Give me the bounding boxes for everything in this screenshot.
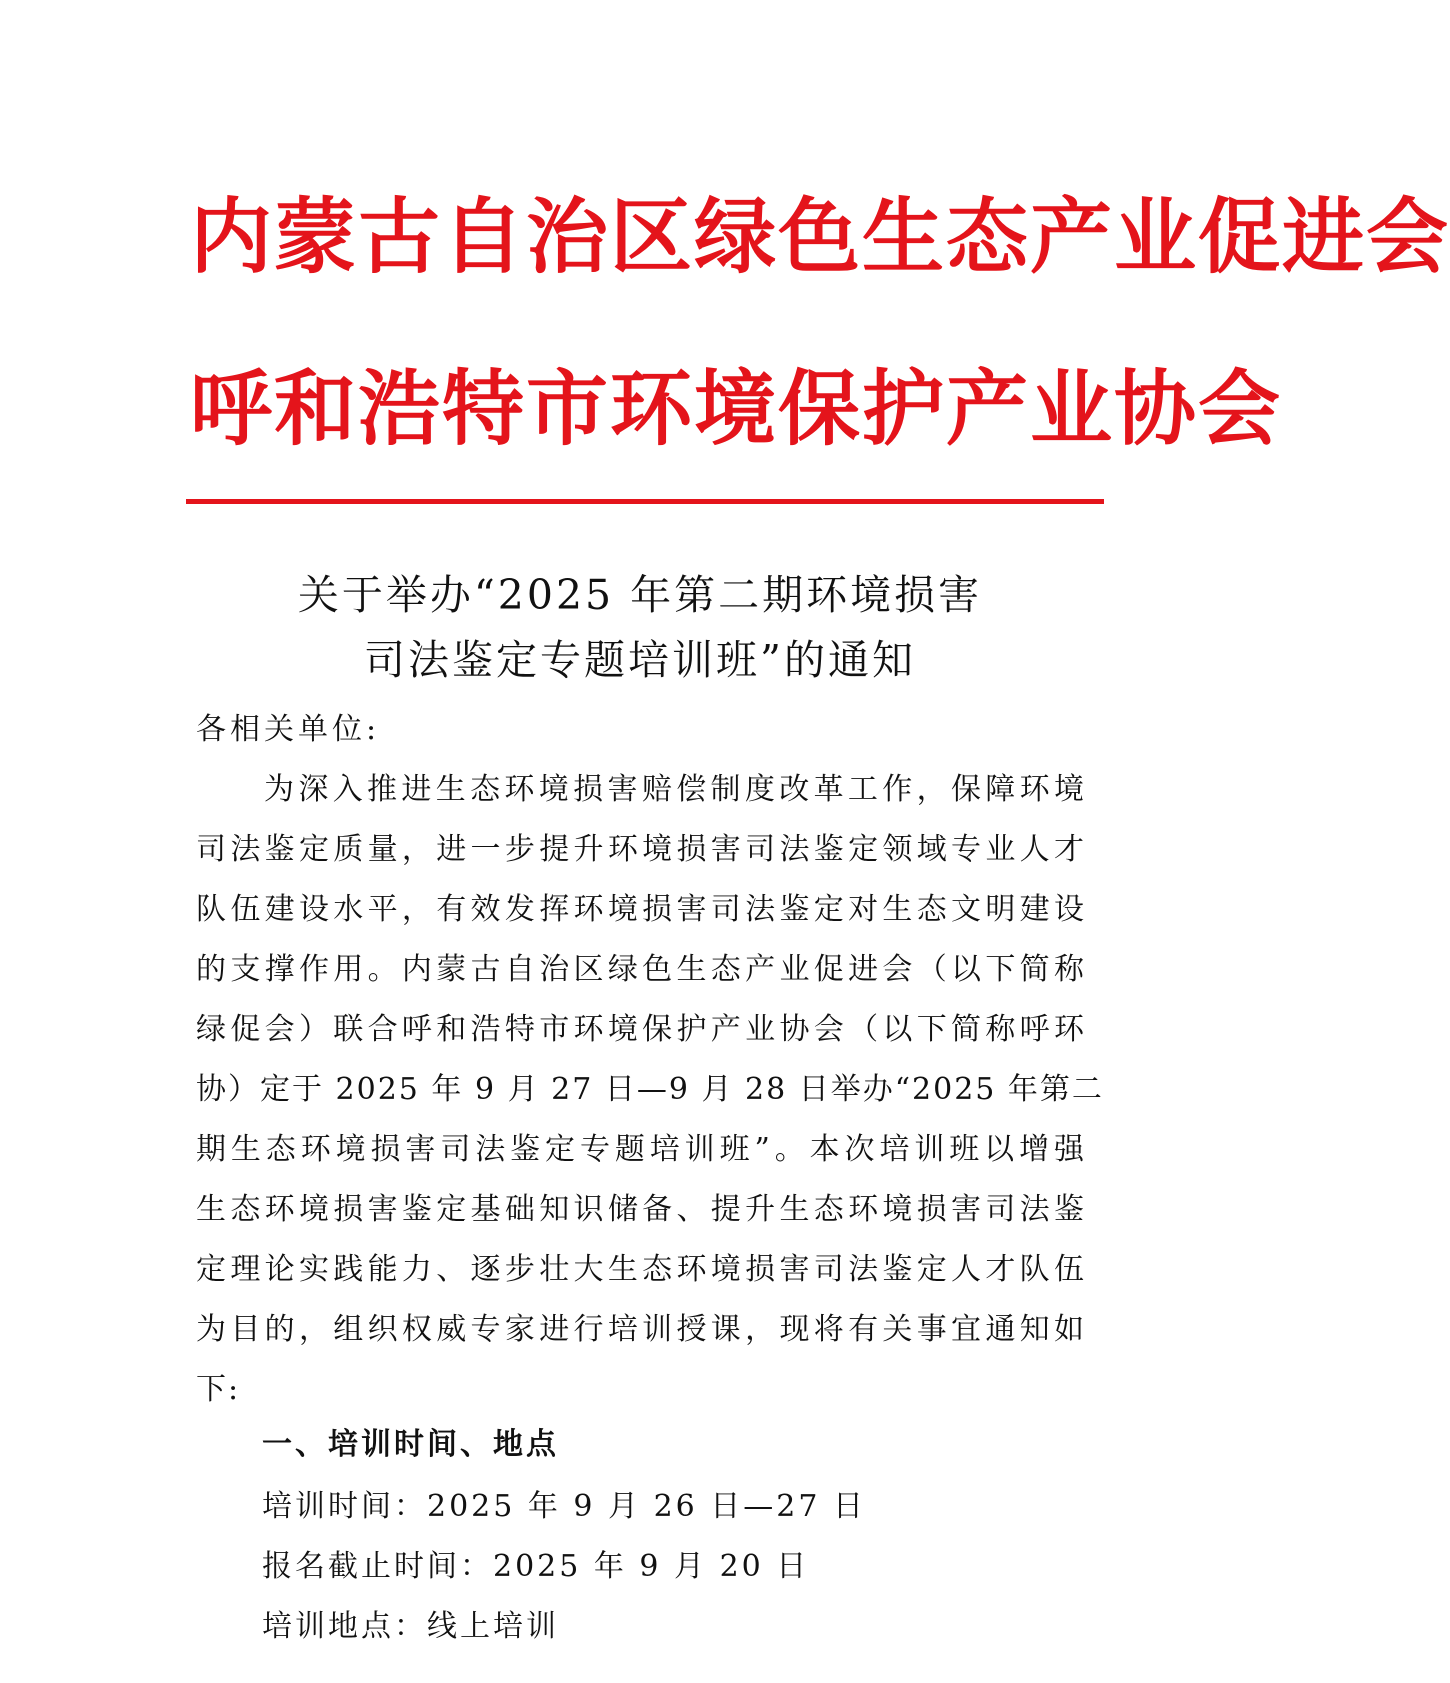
training-time: 培训时间：2025 年 9 月 26 日—27 日 xyxy=(262,1489,866,1524)
header-divider xyxy=(186,499,1104,504)
paragraph-line: 的支撑作用。内蒙古自治区绿色生态产业促进会（以下简称 xyxy=(196,952,1086,987)
paragraph-line: 司法鉴定质量，进一步提升环境损害司法鉴定领域专业人才 xyxy=(196,832,1086,867)
training-location: 培训地点：线上培训 xyxy=(262,1609,559,1644)
paragraph-line: 为深入推进生态环境损害赔偿制度改革工作，保障环境 xyxy=(264,772,1086,807)
paragraph-line: 生态环境损害鉴定基础知识储备、提升生态环境损害司法鉴 xyxy=(196,1192,1086,1227)
paragraph-line: 定理论实践能力、逐步壮大生态环境损害司法鉴定人才队伍 xyxy=(196,1252,1086,1287)
salutation: 各相关单位: xyxy=(196,712,381,747)
notice-title-line-2: 司法鉴定专题培训班”的通知 xyxy=(364,636,916,684)
paragraph-line: 下: xyxy=(196,1372,241,1407)
registration-deadline: 报名截止时间：2025 年 9 月 20 日 xyxy=(262,1549,810,1584)
paragraph-line: 协）定于 2025 年 9 月 27 日—9 月 28 日举办“2025 年第二 xyxy=(196,1072,1104,1107)
org-name-hohhot: 呼和浩特市环境保护产业协会 xyxy=(190,362,1283,457)
org-name-inner-mongolia: 内蒙古自治区绿色生态产业促进会 xyxy=(190,190,1450,285)
paragraph-line: 绿促会）联合呼和浩特市环境保护产业协会（以下简称呼环 xyxy=(196,1012,1086,1047)
section-heading-time-location: 一、培训时间、地点 xyxy=(262,1427,559,1462)
paragraph-line: 为目的，组织权威专家进行培训授课，现将有关事宜通知如 xyxy=(196,1312,1086,1347)
paragraph-line: 队伍建设水平，有效发挥环境损害司法鉴定对生态文明建设 xyxy=(196,892,1086,927)
notice-title-line-1: 关于举办“2025 年第二期环境损害 xyxy=(297,571,983,619)
paragraph-line: 期生态环境损害司法鉴定专题培训班”。本次培训班以增强 xyxy=(196,1132,1086,1167)
